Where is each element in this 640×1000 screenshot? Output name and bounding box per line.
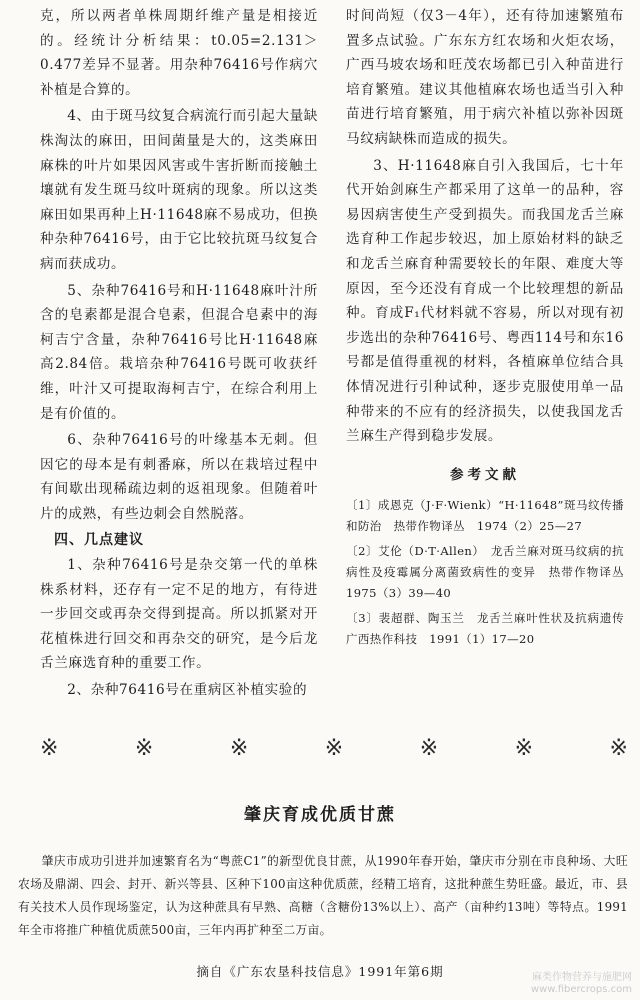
article-title: 肇庆育成优质甘蔗	[244, 805, 396, 825]
section-separator	[40, 736, 628, 761]
reference-item: 〔2〕艾伦（D·T·Allen） 龙舌兰麻对斑马纹病的抗病性及疫霉属分离菌致病性的变异 热带作物译丛 1975（3）39—40	[346, 543, 636, 600]
separator-mark: ※	[419, 736, 439, 761]
separator-mark: ※	[324, 736, 344, 761]
article-body: 肇庆市成功引进并加速繁育名为“粤蔗C1”的新型优良甘蔗，从1990年春开始，肇庆市分别在市良种场、大旺农场及鼎湖、四会、封开、新兴等县、区种下100亩这种优质蔗，经精工培育，这批种蔗生势旺盛。最近，市、县有关技术人员作现场鉴定，认为这种蔗具有早熟、高糖（含糖份13%以上）、高产（亩种约13吨）等特点。1991年全市将推广种植优质蔗500亩，三年内再扩种至二万亩。	[18, 854, 628, 937]
paragraph-continuation: 克，所以两者单株周期纤维产量是相接近的。经统计分析结果：t0.05=2.131＞0.477差异不显著。用杂种76416号作病穴补植是合算的。	[40, 8, 318, 98]
left-column	[40, 4, 318, 705]
site-watermark	[531, 972, 632, 996]
paragraph-suggestion-2-continued: 时间尚短（仅3－4年），还有待加速繁殖布置多点试验。广东东方红农场和火炬农场，广西马坡农场和旺茂农场都已引入种苗进行培育繁殖。建议其他植麻农场也适当引入种苗进行培育繁殖，用于病穴补植以弥补因斑马纹病缺株而造成的损失。	[346, 8, 624, 147]
paragraph-point-6: 6、杂种76416号的叶缘基本无刺。但因它的母本是有刺番麻，所以在栽培过程中有间歇出现稀疏边刺的返祖现象。但随着叶片的成熟，有些边刺会自然脱落。	[40, 432, 318, 522]
separator-mark: ※	[609, 736, 628, 761]
article-source: 摘自《广东农垦科技信息》1991年第6期	[196, 964, 444, 979]
watermark-line: 麻类作物营养与施肥网	[532, 972, 632, 983]
paragraph-point-4: 4、由于斑马纹复合病流行而引起大量缺株淘汰的麻田，田间菌量是大的，这类麻田麻株的叶片如果因风害或牛害折断而接触土壤就有发生斑马纹叶斑病的现象。所以这类麻田如果再种上H·11648麻不易成功，但换种杂种76416号，由于它比较抗斑马纹复合病而获成功。	[40, 108, 318, 272]
separator-mark: ※	[514, 736, 534, 761]
right-column	[346, 4, 636, 654]
reference-item: 〔3〕裴超群、陶玉兰 龙舌兰麻叶性状及抗病遗传 广西热作科技 1991（1）17—20	[346, 610, 636, 646]
references-heading: 参考文献	[450, 466, 520, 483]
two-column-body	[40, 4, 636, 704]
references-list	[346, 495, 636, 650]
paragraph-suggestion-2: 2、杂种76416号在重病区补植实验的	[67, 682, 308, 699]
separator-mark: ※	[229, 736, 249, 761]
section-heading-suggestions: 四、几点建议	[54, 532, 144, 549]
watermark-line: www.fibercrops.com	[530, 984, 632, 995]
paragraph-point-5: 5、杂种76416号和H·11648麻叶汁所含的皂素都是混合皂素，但混合皂素中的海柯吉宁含量，杂种76416号比H·11648麻高2.84倍。栽培杂种76416号既可收获纤维，叶汁又可提取海柯吉宁，在综合利用上是有价值的。	[40, 282, 318, 422]
separator-mark: ※	[40, 736, 59, 761]
separator-mark: ※	[134, 736, 154, 761]
paragraph-suggestion-3: 3、H·11648麻自引入我国后，七十年代开始剑麻生产都采用了这单一的品种，容易因病害使生产受到损失。而我国龙舌兰麻选育种工作起步较迟，加上原始材料的缺乏和龙舌兰麻育种需要较长的年限、难度大等原因，至今还没有育成一个比较理想的新品种。育成F₁代材料就不容易，所以对现有初步选出的杂种76416号、粤西114号和东16号都是值得重视的材料，各植麻单位结合具体情况进行引种试种，逐步克服使用单一品种带来的不应有的经济损失，以使我国龙舌兰麻生产得到稳步发展。	[346, 157, 624, 445]
paragraph-suggestion-1: 1、杂种76416号是杂交第一代的单株株系材料，还存有一定不足的地方，有待进一步回交或再杂交得到提高。所以抓紧对开花植株进行回交和再杂交的研究，是今后龙舌兰麻选育种的重要工作。	[40, 557, 318, 672]
reference-item: 〔1〕成恩克（J·F·Wienk）“H·11648”斑马纹传播和防治 热带作物译丛 1974（2）25—27	[346, 497, 624, 533]
